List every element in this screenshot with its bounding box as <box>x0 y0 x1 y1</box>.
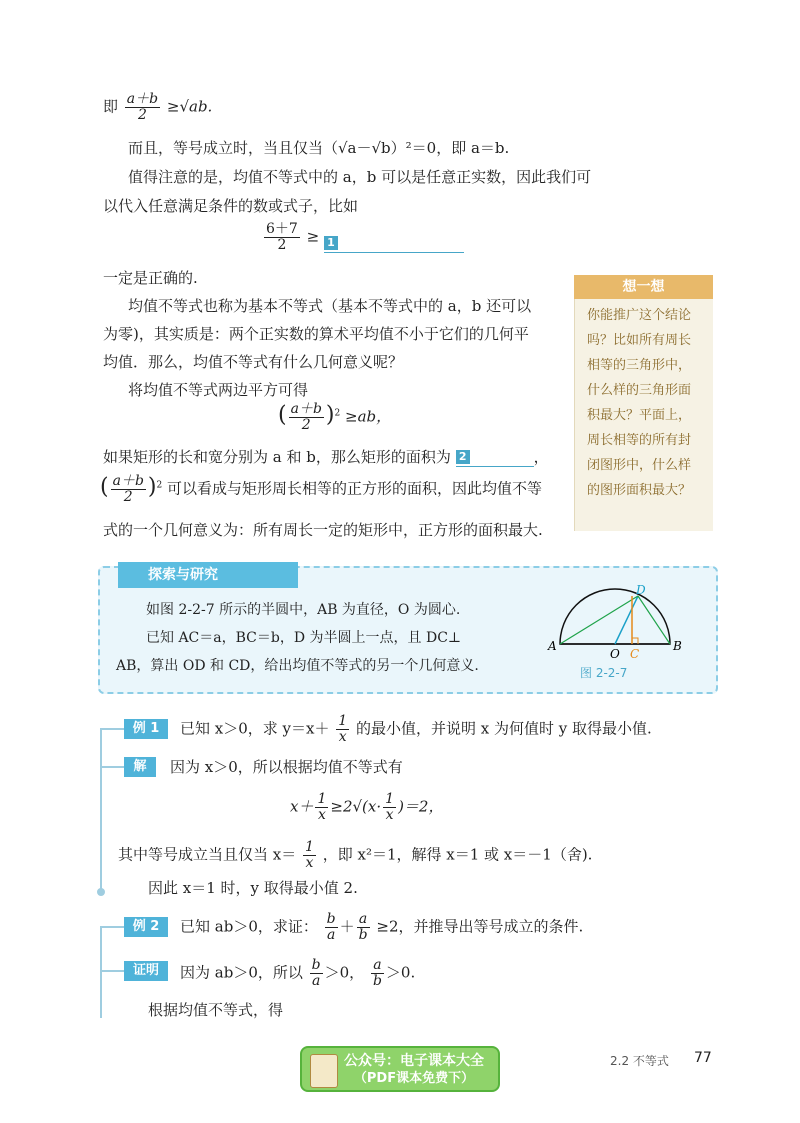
sidebar-title: 想一想 <box>574 275 713 299</box>
semicircle-figure <box>540 584 690 664</box>
solution-tick <box>100 766 124 768</box>
paragraph: 值得注意的是，均值不等式中的 a，b 可以是任意正实数，因此我们可 <box>128 168 592 186</box>
plus-sign: ＋ <box>339 917 355 936</box>
wechat-stamp <box>300 1046 500 1092</box>
formula-rest: ≥ab， <box>345 407 392 426</box>
squared-inequality <box>278 402 391 433</box>
exponent: 2 <box>156 480 163 491</box>
blank-number-badge: 2 <box>456 450 470 464</box>
label-o: O <box>610 647 620 661</box>
fraction-numerator: 1 <box>317 791 327 807</box>
explore-title: 探索与研究 <box>118 562 298 588</box>
fraction <box>371 958 384 989</box>
fraction <box>383 792 396 823</box>
fraction-denominator: 2 <box>301 417 311 433</box>
example1-tag: 例 1 <box>124 719 168 739</box>
eq-part: )＝2， <box>398 797 444 816</box>
right-paren: ) <box>325 402 335 428</box>
example1-tick <box>100 728 124 730</box>
fraction-denominator: a <box>326 927 336 943</box>
fraction-numerator: b <box>326 911 336 927</box>
fraction-numerator: a <box>357 912 370 928</box>
answer-blank-2[interactable] <box>456 446 534 467</box>
left-paren: ( <box>278 402 287 428</box>
eq-part: ≥2√(x· <box>330 797 382 816</box>
text-ji: 即 <box>103 97 119 116</box>
formula-line-1 <box>103 92 212 123</box>
fraction <box>315 792 328 823</box>
fraction-denominator: x <box>305 855 314 871</box>
example2-question <box>180 912 583 943</box>
example1-question <box>180 714 652 745</box>
proof-text: ＞0. <box>385 963 416 982</box>
figure-caption: 图 2-2-7 <box>580 666 628 680</box>
proof-line: 根据均值不等式，得 <box>148 1001 284 1019</box>
right-paren: ) <box>147 474 157 500</box>
solution-text: ，即 x²＝1，解得 x＝1 或 x＝－1（舍). <box>322 845 593 864</box>
paragraph <box>100 474 542 505</box>
formula-rest: ≥√ab. <box>166 97 213 116</box>
paragraph-text: 可以看成与矩形周长相等的正方形的面积，因此均值不等 <box>167 479 543 498</box>
proof-text: ＞0， <box>324 963 365 982</box>
stamp-line-1: 公众号：电子课本大全 <box>344 1053 484 1069</box>
fraction-denominator: x <box>385 807 394 823</box>
solution-text: 其中等号成立当且仅当 x＝ <box>118 845 297 864</box>
fraction <box>357 912 370 943</box>
question-text: 的最小值，并说明 x 为何值时 y 取得最小值. <box>355 719 652 738</box>
fraction-numerator: a＋b <box>290 401 322 417</box>
paragraph: 均值．那么，均值不等式有什么几何意义呢？ <box>103 353 404 371</box>
answer-blank-1[interactable] <box>324 232 464 253</box>
think-sidebar <box>574 275 713 531</box>
solution-line: 因此 x＝1 时，y 取得最小值 2. <box>148 879 358 897</box>
page-number: 77 <box>694 1050 712 1066</box>
solution-equation <box>290 792 443 823</box>
proof-text: 因为 ab＞0，所以 <box>180 963 303 982</box>
paragraph: 以代入任意满足条件的数或式子，比如 <box>103 197 359 215</box>
fraction <box>289 402 324 433</box>
explore-line: 已知 AC＝a，BC＝b，D 为半圆上一点，且 DC⊥ <box>146 630 462 646</box>
fraction-denominator: a <box>311 973 321 989</box>
sidebar-text: 你能推广这个结论吗？比如所有周长相等的三角形中，什么样的三角形面积最大？平面上，周长相等的所有封闭图形中，什么样的图形面积最大？ <box>574 299 713 531</box>
solution-line <box>118 840 592 871</box>
fraction <box>325 912 338 943</box>
question-text: ≥2，并推导出等号成立的条件. <box>376 917 584 936</box>
fraction-numerator: b <box>311 957 321 973</box>
label-d: D <box>636 584 646 597</box>
explore-line: AB，算出 OD 和 CD，给出均值不等式的另一个几何意义. <box>116 658 479 674</box>
fraction-numerator: a <box>371 958 384 974</box>
paragraph: 式的一个几何意义为：所有周长一定的矩形中，正方形的面积最大. <box>103 521 543 539</box>
fraction-denominator: 2 <box>137 107 147 123</box>
proof-tag: 证明 <box>124 961 168 981</box>
label-b: B <box>673 639 682 653</box>
solution-line: 因为 x＞0，所以根据均值不等式有 <box>170 758 403 776</box>
fraction-denominator: x <box>338 729 347 745</box>
example2-tick <box>100 926 124 928</box>
example2-rail <box>100 926 102 1018</box>
fraction-numerator: a＋b <box>126 91 159 107</box>
fraction <box>125 92 160 123</box>
example1-rail <box>100 728 102 892</box>
fraction-denominator: b <box>372 973 382 989</box>
label-a: A <box>548 639 557 653</box>
paragraph: 而且，等号成立时，当且仅当（√a－√b）²＝0，即 a＝b. <box>128 139 510 157</box>
fraction-denominator: x <box>317 807 326 823</box>
question-text: 已知 ab＞0，求证： <box>180 917 318 936</box>
paragraph-text: 如果矩形的长和宽分别为 a 和 b，那么矩形的面积为 <box>103 448 451 466</box>
semicircle <box>560 589 670 644</box>
eq-part: x＋ <box>290 797 314 816</box>
paragraph: 一定是正确的. <box>103 269 198 287</box>
proof-line <box>180 958 415 989</box>
rail-end-dot <box>97 888 105 896</box>
question-text: 已知 x＞0，求 y＝x＋ <box>180 719 330 738</box>
example-inequality <box>262 222 464 253</box>
fraction-denominator: 2 <box>277 237 287 253</box>
stamp-line-2: （PDF课本免费下） <box>353 1071 475 1086</box>
solution-tag: 解 <box>124 757 156 777</box>
label-c: C <box>630 647 640 661</box>
fraction <box>111 474 146 505</box>
footer-section: 2.2 不等式 <box>610 1054 669 1068</box>
fraction <box>303 840 316 871</box>
fraction-denominator: b <box>358 927 368 943</box>
right-angle-mark <box>632 638 638 644</box>
fraction-numerator: 6＋7 <box>266 221 298 237</box>
fraction-numerator: 1 <box>385 791 395 807</box>
book-icon <box>310 1054 338 1088</box>
left-paren: ( <box>100 474 109 500</box>
fraction-numerator: 1 <box>338 713 348 729</box>
paragraph: 为零)，其实质是：两个正实数的算术平均值不小于它们的几何平 <box>103 325 529 343</box>
ge-symbol: ≥ <box>306 227 320 246</box>
fraction-denominator: 2 <box>123 489 133 505</box>
exponent: 2 <box>334 408 341 419</box>
blank-number-badge: 1 <box>324 236 338 250</box>
paragraph: 将均值不等式两边平方可得 <box>128 381 309 399</box>
fraction <box>264 222 300 253</box>
example2-tag: 例 2 <box>124 917 168 937</box>
explore-line: 如图 2-2-7 所示的半圆中，AB 为直径，O 为圆心. <box>146 602 461 618</box>
paragraph: 均值不等式也称为基本不等式（基本不等式中的 a，b 还可以 <box>128 297 532 315</box>
paragraph <box>103 446 549 467</box>
fraction <box>310 958 323 989</box>
comma: ， <box>533 448 549 466</box>
proof-tick <box>100 970 124 972</box>
fraction-numerator: a＋b <box>112 473 144 489</box>
fraction-numerator: 1 <box>305 839 314 855</box>
fraction <box>336 714 349 745</box>
